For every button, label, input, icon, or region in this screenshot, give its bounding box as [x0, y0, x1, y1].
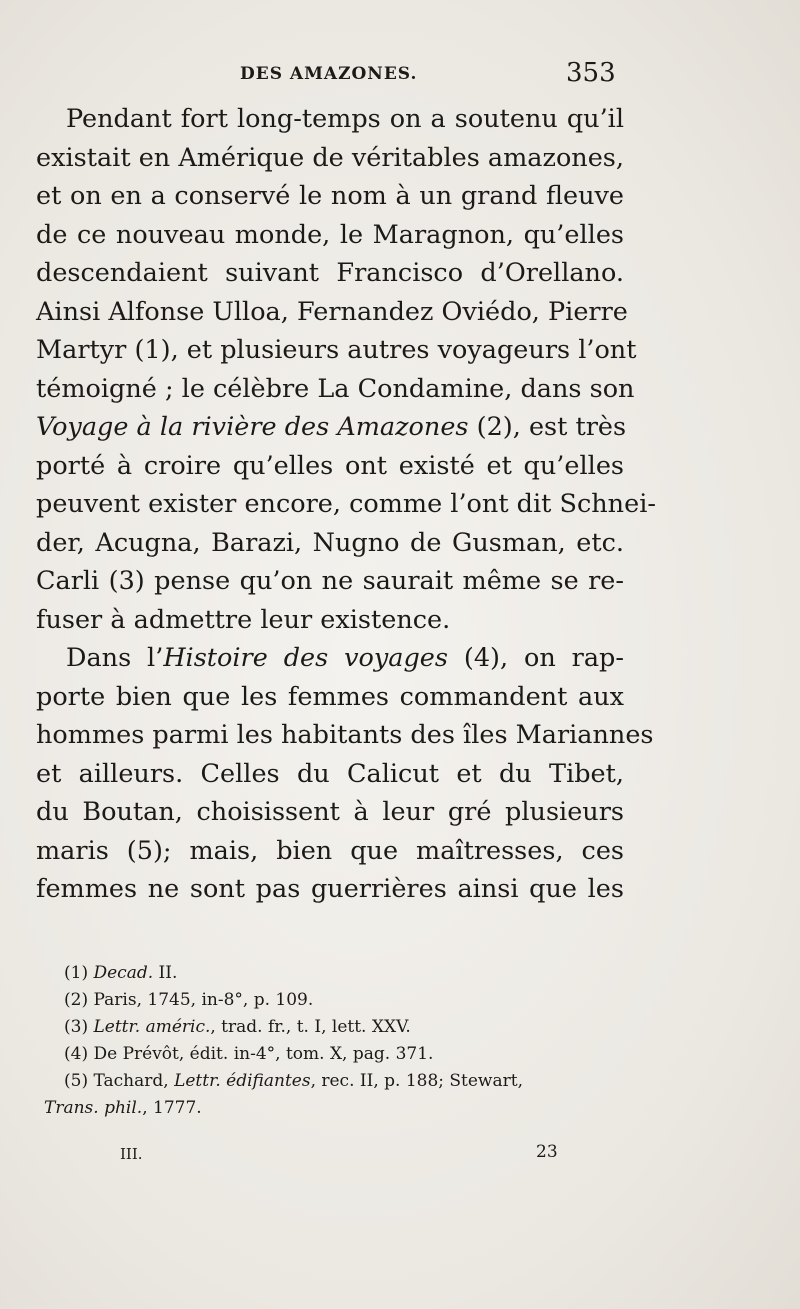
book-title-italic: Histoire des voyages [163, 643, 448, 673]
text-line: hommes parmi les habitants des îles Mariannes [36, 720, 654, 750]
text-line: der, Acugna, Barazi, Nugno de Gusman, etc. [36, 527, 624, 558]
text-line [36, 408, 627, 447]
footnote-5-continued [44, 1095, 636, 1122]
text-line: maris (5); mais, bien que maîtresses, ces [36, 835, 624, 866]
text-line: témoigné ; le célèbre La Condamine, dans son [36, 373, 635, 404]
text-line: peuvent exister encore, comme l’ont dit Schnei- [36, 489, 656, 519]
page-header [0, 58, 800, 98]
footnote-italic: Lettr. édifiantes [174, 1071, 311, 1091]
text-line: et on en a conservé le nom à un grand fleuve [36, 181, 624, 211]
text-line: Ainsi Alfonse Ulloa, Fernandez Oviédo, Pierre [36, 296, 628, 327]
text-fragment: (4), on rap- [447, 643, 624, 673]
footnote-italic: Decad. [93, 963, 154, 983]
text-line: fuser à admettre leur existence. [36, 604, 451, 635]
text-line: femmes ne sont pas guerrières ainsi que les [36, 874, 624, 904]
footnote-4: (4) De Prévôt, édit. in-4°, tom. X, pag. 371. [64, 1044, 434, 1064]
footnote-marker: (1) [64, 963, 94, 983]
text-line: du Boutan, choisissent à leur gré plusieurs [36, 797, 624, 827]
footnote-italic: Trans. phil. [44, 1098, 143, 1118]
text-line: descendaient suivant Francisco d’Orellano. [36, 258, 624, 288]
text-line: Martyr (1), et plusieurs autres voyageurs l’ont [36, 335, 637, 365]
text-line: porte bien que les femmes commandent aux [36, 681, 624, 712]
volume-signature: III. [120, 1145, 143, 1163]
text-fragment: Dans l’ [66, 643, 164, 673]
running-title: DES AMAZONES. [240, 64, 418, 84]
footnote-text: , 1777. [142, 1098, 202, 1118]
sheet-signature: 23 [536, 1142, 558, 1162]
footnote-5 [44, 1068, 636, 1095]
footnote-text: (5) Tachard, [64, 1071, 175, 1091]
footnote-text: , rec. II, p. 188; Stewart, [310, 1071, 523, 1091]
footnote-2: (2) Paris, 1745, in-8°, p. 109. [64, 990, 314, 1010]
footnote-italic: Lettr. améric. [93, 1017, 211, 1037]
text-line: et ailleurs. Celles du Calicut et du Tibet, [36, 758, 624, 789]
footnote-text: , trad. fr., t. I, lett. XXV. [210, 1017, 411, 1037]
footnote-3 [44, 1014, 636, 1041]
text-line: Carli (3) pense qu’on ne saurait même se re- [36, 566, 624, 596]
text-line: porté à croire qu’elles ont existé et qu’elles [36, 450, 624, 481]
text-line [36, 639, 624, 678]
page-number: 353 [566, 58, 616, 88]
text-line: de ce nouveau monde, le Maragnon, qu’elles [36, 219, 624, 250]
footnote-text: II. [153, 963, 178, 983]
text-line: Pendant fort long-temps on a soutenu qu’il [66, 104, 624, 134]
book-title-italic: Voyage à la rivière des Amazones [36, 412, 469, 442]
body-text [36, 100, 656, 909]
text-fragment: (2), est très [468, 412, 627, 442]
footnotes [44, 960, 636, 1122]
footnote-marker: (3) [64, 1017, 94, 1037]
footnote-1 [44, 960, 636, 987]
text-line: existait en Amérique de véritables amazones, [36, 142, 624, 173]
